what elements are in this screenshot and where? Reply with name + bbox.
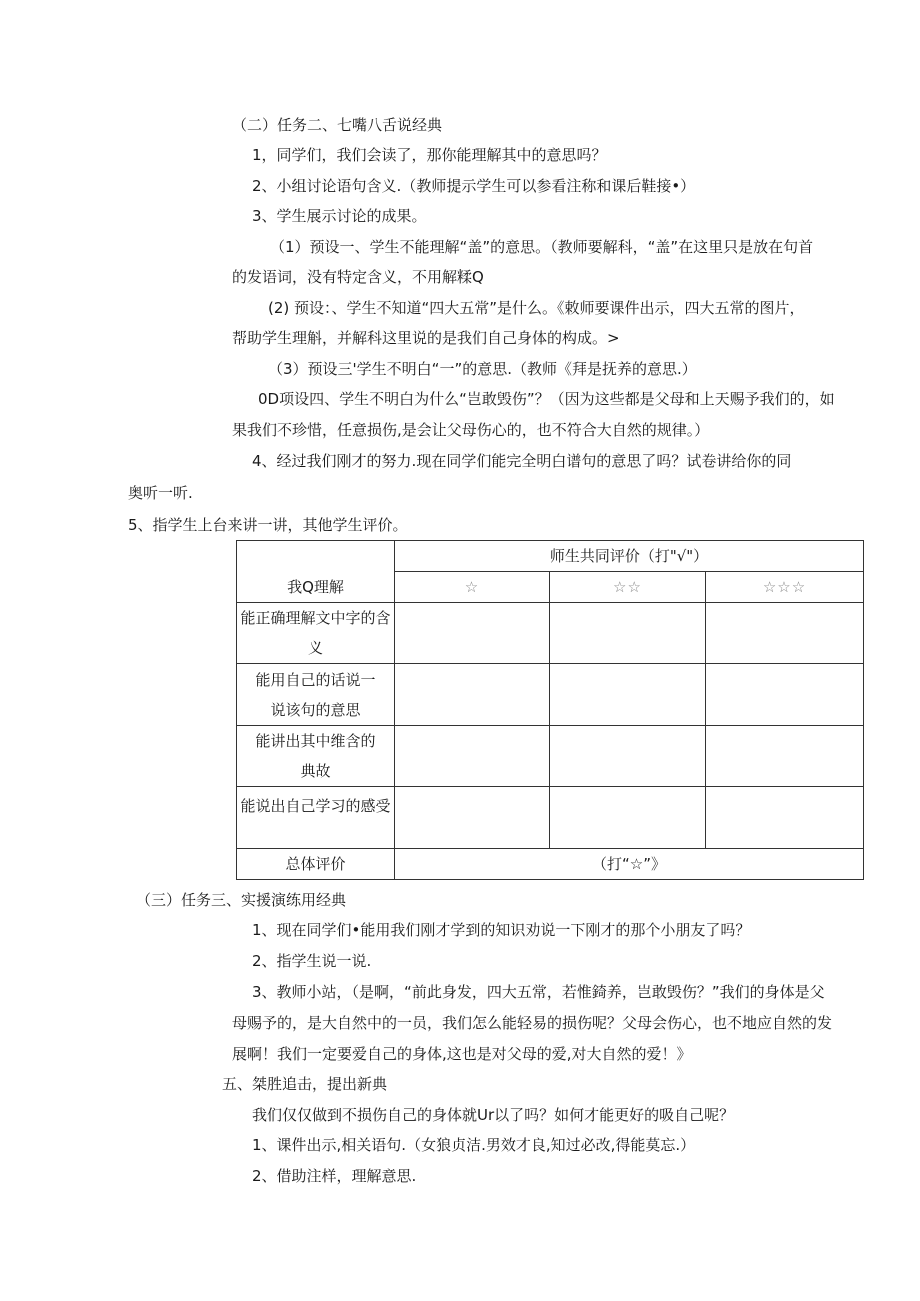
evaluation-table [236,540,864,880]
header-understanding-label: 我Q理解 [287,578,344,596]
rating-cell[interactable] [550,664,706,726]
rating-cell[interactable] [550,787,706,849]
task2-item-2: 2、小组讨论语句含义.（教师提示学生可以参看注称和课后鞋接•） [252,177,696,195]
task2-item-3: 3、学生展示讨论的成果。 [252,207,427,225]
preset-2-line-1: (2) 预设：、学生不知道“四大五常”是什么。《敕师要课件出示，四大五常的图片， [268,299,805,317]
rating-cell[interactable] [395,726,550,787]
table-row [237,603,864,664]
rating-three-star: ☆☆☆ [706,572,864,603]
total-label: 总体评价 [237,849,395,880]
preset-3: （3）预设三'学生不明白“一”的意思.（教师《拜是抚养的意思.） [268,360,697,378]
rating-cell[interactable] [550,726,706,787]
rating-cell[interactable] [395,603,550,664]
rating-cell[interactable] [706,603,864,664]
task2-item-4-line-1: 4、经过我们刚才的努力.现在同学们能完全明白谱句的意思了吗？试卷讲给你的同 [252,452,792,470]
preset-4-line-1: 0D项设四、学生不明白为什么“岂敢毁伤”？（因为这些都是父母和上天赐予我们的，如 [258,390,835,408]
task5-line-2: 1、课件出示,相关语句.（女狼贞洁.男效才良,知过必改,得能莫忘.） [252,1136,696,1154]
rating-cell[interactable] [706,787,864,849]
criterion-text: 义 [307,639,323,657]
criterion-cell [237,664,395,726]
header-joint-evaluation: 师生共同评价（打"√"） [395,541,864,572]
criterion-text: 典故 [300,762,331,780]
table-row-total [237,849,864,880]
table-row [237,726,864,787]
task2-item-5: 5、指学生上台来讲一讲，其他学生评价。 [128,516,408,534]
task3-line-5: 展啊！我们一定要爱自己的身体,这也是对父母的爱,对大自然的爱！》 [232,1045,692,1063]
table-row [237,787,864,849]
task5-line-3: 2、借助注样，理解意思. [252,1167,417,1185]
preset-1-line-2: 的发语词，没有特定含义，不用解糅Q [232,268,484,286]
task2-heading: （二）任务二、七嘴八舌说经典 [232,116,443,134]
rating-cell[interactable] [395,664,550,726]
total-value[interactable]: （打“☆”》 [395,849,864,880]
task3-line-4: 母赐予的，是大自然中的一员，我们怎么能轻易的损伤呢？父母会伤心，也不地应自然的发 [232,1014,833,1032]
rating-cell[interactable] [706,664,864,726]
criterion-cell [237,787,395,849]
rating-one-star: ☆ [395,572,550,603]
criterion-text: 说该句的意思 [270,700,361,719]
task2-item-4-line-2: 奥听一听. [128,484,193,502]
rating-cell[interactable] [395,787,550,849]
preset-4-line-2: 果我们不珍惜，任意损伤,是会让父母伤心的，也不符合大自然的规律。） [232,421,710,439]
task5-line-1: 我们仅仅做到不损伤自己的身体就Ur以了吗？如何才能更好的吸自己呢？ [252,1106,735,1124]
criterion-text: 能用自己的话说一 [255,670,376,689]
criterion-text: 能说出自己学习的感受 [240,797,391,815]
task3-heading: （三）任务三、实援演练用经典 [136,891,347,909]
header-understanding [237,541,395,603]
rating-cell[interactable] [550,603,706,664]
preset-2-line-2: 帮助学生理斛，并解科这里说的是我们自己身体的构成。> [232,329,620,347]
task3-line-1: 1、现在同学们•能用我们刚才学到的知识劝说一下刚才的那个小朋友了吗？ [252,921,751,939]
rating-cell[interactable] [706,726,864,787]
task2-item-1: 1，同学们，我们会读了，那你能理解其中的意思吗？ [252,146,607,164]
criterion-text: 能讲出其中维含的 [255,732,376,750]
task5-heading: 五、桀胜追击，提出新典 [222,1075,388,1093]
criterion-cell [237,603,395,664]
criterion-text: 能正确理解文中字的含 [240,609,391,627]
criterion-cell [237,726,395,787]
task3-line-2: 2、指学生说一说. [252,952,372,970]
rating-two-star: ☆☆ [550,572,706,603]
table-row [237,664,864,726]
preset-1-line-1: （1）预设一、学生不能理解“盖”的意思。（教师要解科，“盖”在这里只是放在句首 [270,238,814,256]
task3-line-3: 3、教师小站，（是啊，“前此身发，四大五常，若惟錡养，岂敢毁伤？”我们的身体是父 [252,983,825,1001]
